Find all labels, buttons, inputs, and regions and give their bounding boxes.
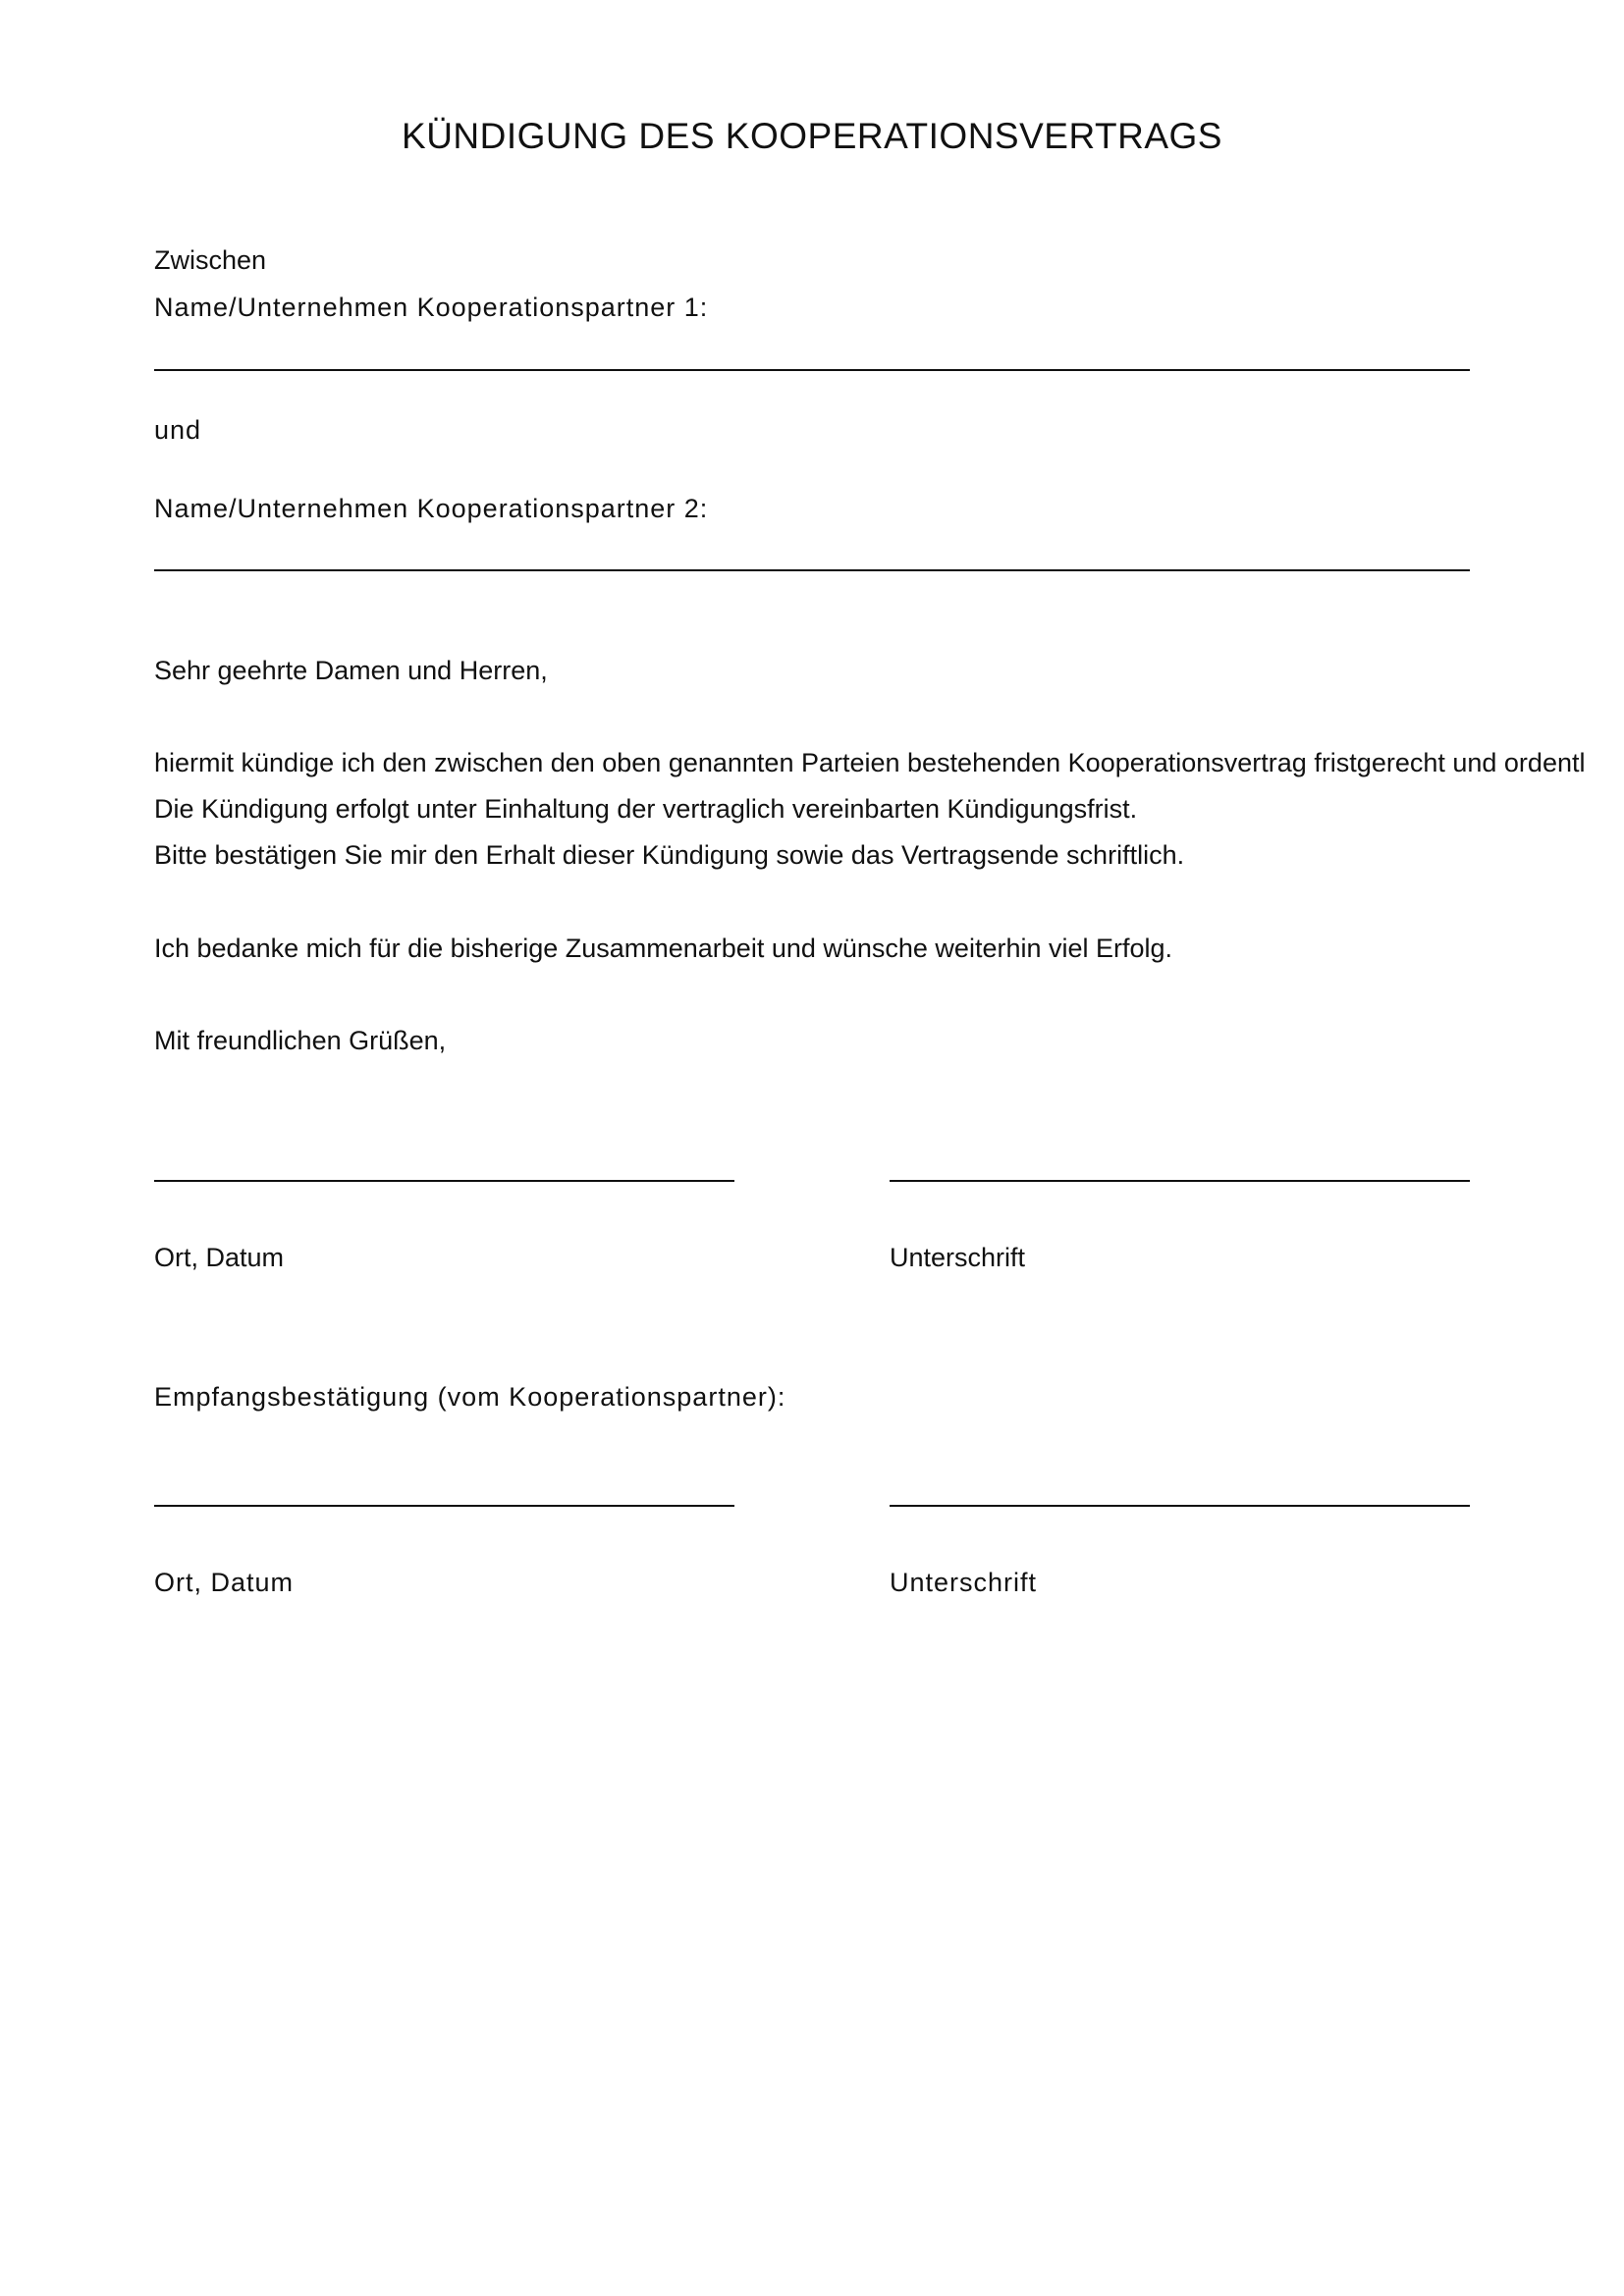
- and-label: und: [154, 415, 202, 445]
- signature-line[interactable]: [890, 1180, 1470, 1182]
- body-paragraph-line: Die Kündigung erfolgt unter Einhaltung der vertraglich vereinbarten Kündigungsfrist.: [154, 794, 1138, 824]
- receipt-place-date-label: Ort, Datum: [154, 1568, 295, 1597]
- thanks-paragraph: Ich bedanke mich für die bisherige Zusammenarbeit und wünsche weiterhin viel Erfolg.: [154, 934, 1173, 963]
- partner1-input-line[interactable]: [154, 369, 1470, 371]
- receipt-signature-label: Unterschrift: [890, 1568, 1038, 1597]
- body-paragraph-line: hiermit kündige ich den zwischen den oben genannten Parteien bestehenden Kooperationsvertrag fristgerecht und ordentl: [154, 748, 1586, 777]
- signature-label: Unterschrift: [890, 1243, 1026, 1272]
- body-paragraph-line: Bitte bestätigen Sie mir den Erhalt dieser Kündigung sowie das Vertragsende schriftlich.: [154, 840, 1185, 870]
- partner2-label: Name/Unternehmen Kooperationspartner 2:: [154, 494, 709, 523]
- closing-line: Mit freundlichen Grüßen,: [154, 1026, 447, 1055]
- salutation: Sehr geehrte Damen und Herren,: [154, 656, 548, 685]
- between-label: Zwischen: [154, 245, 267, 275]
- receipt-signature-line[interactable]: [890, 1505, 1470, 1507]
- receipt-confirmation-label: Empfangsbestätigung (vom Kooperationspartner):: [154, 1382, 786, 1412]
- partner2-input-line[interactable]: [154, 569, 1470, 571]
- document-title: KÜNDIGUNG DES KOOPERATIONSVERTRAGS: [402, 116, 1222, 156]
- partner1-label: Name/Unternehmen Kooperationspartner 1:: [154, 293, 709, 322]
- place-date-line[interactable]: [154, 1180, 734, 1182]
- place-date-label: Ort, Datum: [154, 1243, 285, 1272]
- receipt-place-date-line[interactable]: [154, 1505, 734, 1507]
